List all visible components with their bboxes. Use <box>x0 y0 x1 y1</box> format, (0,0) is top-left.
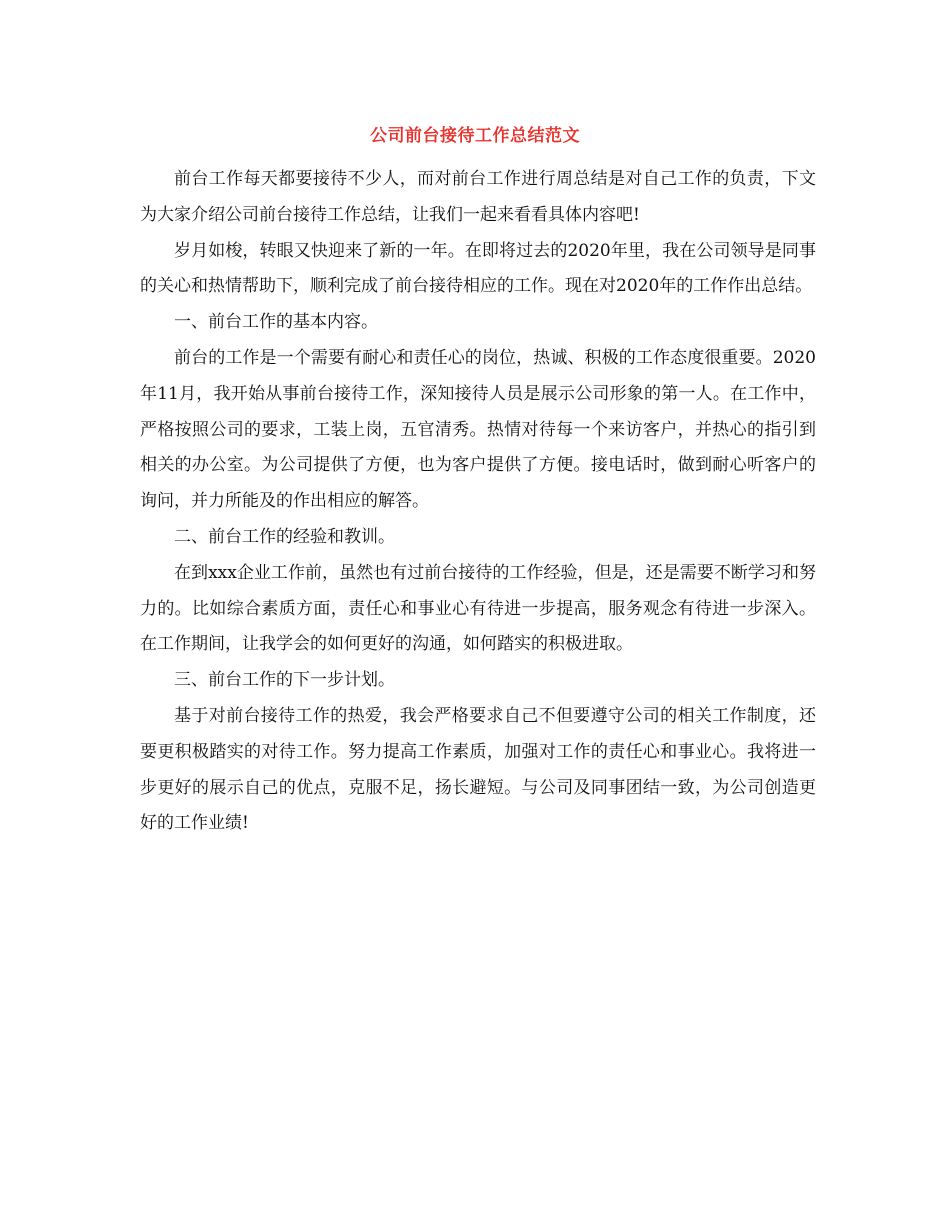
section-heading-experience: 二、前台工作的经验和教训。 <box>174 526 395 547</box>
paragraph-intro: 前台工作每天都要接待不少人，而对前台工作进行周总结是对自己工作的负责，下文为大家介绍公司前台接待工作总结，让我们一起来看看具体内容吧! <box>140 169 816 225</box>
paragraph-year-review: 岁月如梭，转眼又快迎来了新的一年。在即将过去的2020年里，我在公司领导是同事的关心和热情帮助下，顺利完成了前台接待相应的工作。现在对2020年的工作作出总结。 <box>140 240 816 297</box>
paragraph-basic-content: 前台的工作是一个需要有耐心和责任心的岗位，热诚、积极的工作态度很重要。2020年11月，我开始从事前台接待工作，深知接待人员是展示公司形象的第一人。在工作中，严格按照公司的要求，工装上岗，五官清秀。热情对待每一个来访客户，并热心的指引到相关的办公室。为公司提供了方便，也为客户提供了方便。接电话时，做到耐心听客户的询问，并力所能及的作出相应的解答。 <box>140 347 816 512</box>
page-title: 公司前台接待工作总结范文 <box>370 126 580 146</box>
section-heading-next-plan: 三、前台工作的下一步计划。 <box>174 670 395 691</box>
paragraph-next-plan: 基于对前台接待工作的热爱，我会严格要求自己不但要遵守公司的相关工作制度，还要更积极踏实的对待工作。努力提高工作素质，加强对工作的责任心和事业心。我将进一步更好的展示自己的优点，克服不足，扬长避短。与公司及同事团结一致，为公司创造更好的工作业绩! <box>140 705 816 834</box>
document-body <box>140 162 816 842</box>
paragraph-experience: 在到xxx企业工作前，虽然也有过前台接待的工作经验，但是，还是需要不断学习和努力的。比如综合素质方面，责任心和事业心有待进一步提高，服务观念有待进一步深入。在工作期间，让我学会的如何更好的沟通，如何踏实的积极进取。 <box>140 562 816 655</box>
section-heading-basic-content: 一、前台工作的基本内容。 <box>174 312 378 333</box>
